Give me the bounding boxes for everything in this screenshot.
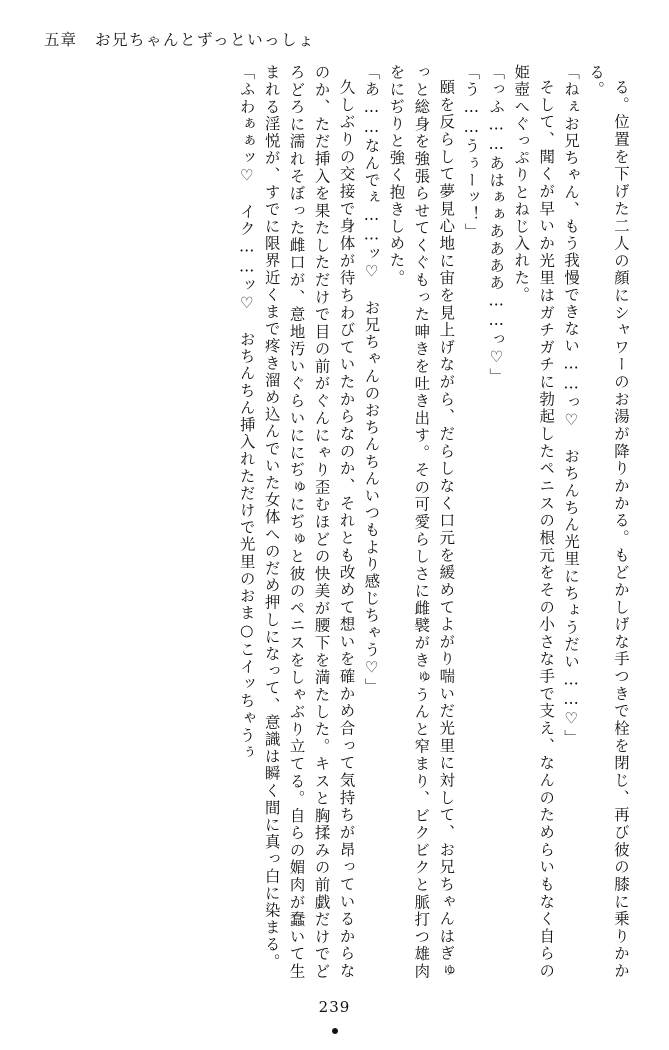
page-body xyxy=(40,64,633,980)
paragraph: 頤を反らして夢見心地に宙を見上げながら、だらしなく口元を緩めてよがり喘いだ光里に対して、お兄ちゃんはぎゅっと総身を強張らせてくぐもった呻きを吐き出す。その可愛らしさに雌襞がきゅうんと窄まり、ビクビクと脈打つ雄肉をにぢりと強く抱きしめた。 xyxy=(387,64,456,980)
paragraph: 「ねぇお兄ちゃん、もう我慢できない……っ♡ おちんちん光里にちょうだい……♡」 xyxy=(562,64,581,747)
paragraph: 「っふ……あはぁぁああああ……っ♡」 xyxy=(487,64,506,385)
paragraph: 「あ……なんでぇ……ッ♡ お兄ちゃんのおちんちんいつもより感じちゃう♡」 xyxy=(362,64,381,696)
chapter-title: お兄ちゃんとずっといっしょ xyxy=(95,31,316,49)
page-number: 239 xyxy=(318,998,351,1016)
chapter-number: 五章 xyxy=(44,31,78,49)
paragraph: 「ふわぁぁッ♡ イク……ッ♡ おちんちん挿入れただけで光里のおま○こイッちゃうぅ xyxy=(237,64,256,761)
page-header xyxy=(44,28,625,54)
vertical-text-column xyxy=(40,64,633,980)
paragraph: 「う……うぅーッ！」 xyxy=(462,64,481,241)
paragraph: そして、聞くが早いか光里はガチガチに勃起したペニスの根元をその小さな手で支え、なんのためらいもなく自らの姫壺へぐっぷりとねじ入れた。 xyxy=(512,64,556,980)
paragraph: 久しぶりの交接で身体が待ちわびていたからなのか、それとも改めて想いを確かめ合って気持ちが昂っているからなのか、ただ挿入を果たしただけで目の前がぐんにゃり歪むほどの快美が腰下を満たした。キスと胸揉みの前戯だけでどろどろに濡れそぼった雌口が、意地汚いぐらいににぢゅにぢゅと彼のペニスをしゃぶり立てる。自らの媚肉が蠢いて生まれる淫悦が、すでに限界近くまで疼き溜め込んでいた女体へのだめ押しになって、意識は瞬く間に真っ白に染まる。 xyxy=(262,64,356,980)
bottom-dot-ornament xyxy=(332,1028,338,1034)
paragraph: る。位置を下げた二人の顔にシャワーのお湯が降りかかる。もどかしげな手つきで栓を閉じ、再び彼の膝に乗りかかる。 xyxy=(587,64,630,980)
